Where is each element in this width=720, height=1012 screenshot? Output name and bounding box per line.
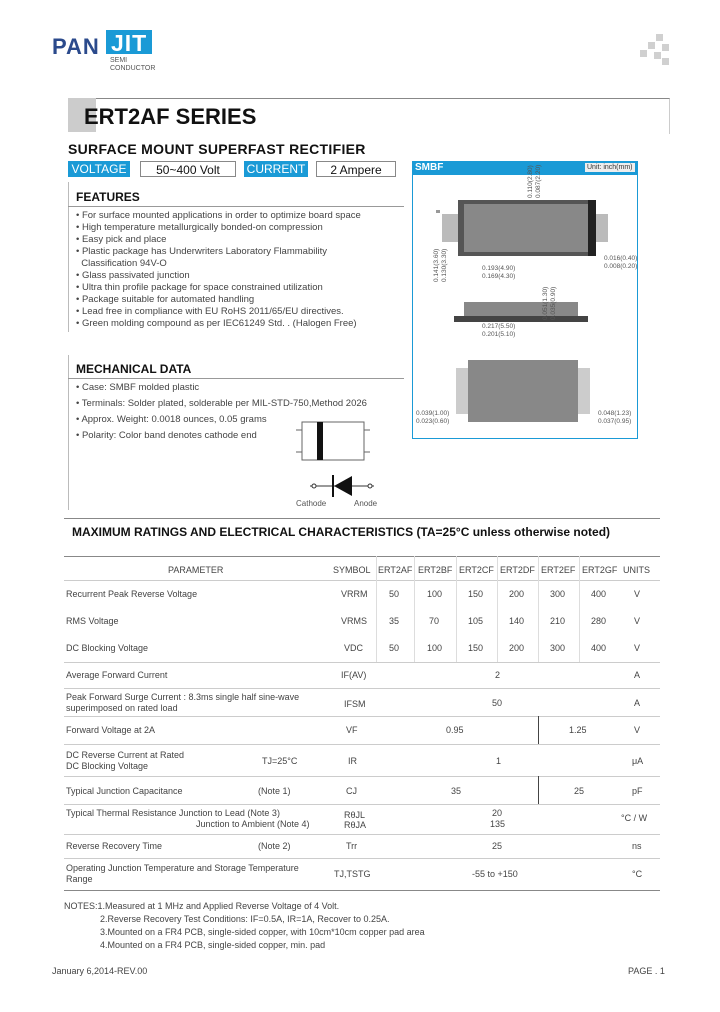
row-unit: V bbox=[634, 725, 641, 735]
row-symbol: VRRM bbox=[341, 589, 368, 599]
list-item: • Case: SMBF molded plastic bbox=[76, 382, 200, 393]
note: 3.Mounted on a FR4 PCB, single-sided copper, with 10cm*10cm copper pad area bbox=[100, 927, 425, 937]
row-value: -55 to +150 bbox=[472, 869, 518, 879]
row-value: 150 bbox=[468, 589, 484, 599]
brand-sub1: SEMI bbox=[110, 57, 128, 64]
list-item: • Package suitable for automated handling bbox=[76, 294, 255, 305]
package-unit: Unit: inch(mm) bbox=[587, 164, 633, 171]
dim-label: 0.141(3.60) bbox=[433, 248, 440, 282]
row-unit: μA bbox=[632, 756, 644, 766]
row-value: 25 bbox=[492, 841, 503, 851]
row-param: Range bbox=[66, 874, 93, 884]
table-col-rule bbox=[538, 716, 539, 744]
row-param: Forward Voltage at 2A bbox=[66, 725, 156, 735]
table-rule bbox=[64, 890, 660, 891]
row-param: DC Blocking Voltage bbox=[66, 761, 149, 771]
current-label: CURRENT bbox=[244, 161, 308, 177]
dim-label: 0.087(2.20) bbox=[535, 164, 542, 198]
table-rule bbox=[64, 580, 660, 581]
package-drawing bbox=[412, 176, 638, 438]
row-param: Typical Thermal Resistance Junction to Lead (Note 3) bbox=[66, 808, 280, 818]
table-rule bbox=[64, 804, 660, 805]
package-name: SMBF bbox=[415, 162, 444, 173]
row-symbol: VRMS bbox=[341, 616, 368, 626]
table-col-rule bbox=[497, 556, 498, 662]
row-value: 105 bbox=[468, 616, 484, 626]
header-part: ERT2AF bbox=[378, 565, 413, 575]
row-unit: V bbox=[634, 643, 641, 653]
row-condition: TJ=25°C bbox=[262, 756, 298, 766]
row-value: 35 bbox=[451, 786, 462, 796]
header-part: ERT2EF bbox=[541, 565, 576, 575]
dim-label: 0.039(1.00) bbox=[416, 410, 450, 417]
features-title: FEATURES bbox=[76, 190, 140, 204]
list-item: • High temperature metallurgically bonded-on compression bbox=[76, 222, 323, 233]
brand-logo-pan: PAN bbox=[52, 34, 100, 59]
list-item: • Green molding compound as per IEC61249 Std. . (Halogen Free) bbox=[76, 318, 357, 329]
row-unit: V bbox=[634, 616, 641, 626]
row-value: 200 bbox=[509, 643, 525, 653]
row-param: DC Reverse Current at Rated bbox=[66, 750, 185, 760]
list-item: • Terminals: Solder plated, solderable per MIL-STD-750,Method 2026 bbox=[76, 398, 367, 409]
row-symbol: VF bbox=[346, 725, 358, 735]
row-symbol: RθJA bbox=[344, 820, 367, 830]
dim-label: 0.201(5.10) bbox=[482, 331, 516, 338]
table-rule bbox=[64, 716, 660, 717]
row-symbol: CJ bbox=[346, 786, 357, 796]
table-col-rule bbox=[538, 556, 539, 662]
table-col-rule bbox=[579, 556, 580, 662]
list-item: • For surface mounted applications in order to optimize board space bbox=[76, 210, 361, 221]
footer-page: PAGE . 1 bbox=[628, 966, 665, 976]
table-rule bbox=[64, 556, 660, 557]
row-unit: pF bbox=[632, 786, 643, 796]
subtitle: SURFACE MOUNT SUPERFAST RECTIFIER bbox=[68, 141, 366, 157]
row-param: superimposed on rated load bbox=[66, 703, 178, 713]
dim-label: 0.023(0.60) bbox=[416, 418, 450, 425]
list-item: • Polarity: Color band denotes cathode end bbox=[76, 430, 257, 441]
list-item: • Glass passivated junction bbox=[76, 270, 190, 281]
row-unit: ns bbox=[632, 841, 642, 851]
row-param: Typical Junction Capacitance bbox=[66, 786, 183, 796]
ratings-title: MAXIMUM RATINGS AND ELECTRICAL CHARACTERISTICS (TA=25°C unless otherwise noted) bbox=[72, 525, 611, 539]
row-symbol: TJ,TSTG bbox=[334, 869, 371, 879]
dim-label: 0.051(1.30) bbox=[542, 286, 549, 320]
table-rule bbox=[64, 688, 660, 689]
header-part: ERT2BF bbox=[418, 565, 453, 575]
row-condition: (Note 1) bbox=[258, 786, 291, 796]
row-value: 300 bbox=[550, 589, 566, 599]
row-value: 140 bbox=[509, 616, 525, 626]
row-value: 400 bbox=[591, 643, 607, 653]
note: 4.Mounted on a FR4 PCB, single-sided copper, min. pad bbox=[100, 940, 326, 950]
page-title: ERT2AF SERIES bbox=[84, 104, 257, 129]
row-value: 400 bbox=[591, 589, 607, 599]
table-rule bbox=[64, 858, 660, 859]
dim-label: 0.048(1.23) bbox=[598, 410, 632, 417]
list-item: • Lead free in compliance with EU RoHS 2011/65/EU directives. bbox=[76, 306, 344, 317]
row-value: 50 bbox=[492, 698, 503, 708]
decor-squares-icon bbox=[640, 34, 670, 64]
mechanical-rule bbox=[68, 378, 404, 379]
row-param: Junction to Ambient (Note 4) bbox=[196, 819, 310, 829]
dim-label: 0.169(4.30) bbox=[482, 273, 516, 280]
mechanical-title: MECHANICAL DATA bbox=[76, 362, 192, 376]
row-value: 2 bbox=[495, 670, 501, 680]
row-symbol: IFSM bbox=[344, 699, 366, 709]
row-value: 50 bbox=[389, 643, 400, 653]
header-parameter: PARAMETER bbox=[168, 565, 224, 575]
row-symbol: Trr bbox=[346, 841, 358, 851]
row-unit: A bbox=[634, 670, 641, 680]
dim-label: 0.193(4.90) bbox=[482, 265, 516, 272]
brand-sub2: CONDUCTOR bbox=[110, 65, 156, 72]
row-symbol: RθJL bbox=[344, 810, 366, 820]
table-rule bbox=[64, 744, 660, 745]
footer-date: January 6,2014-REV.00 bbox=[52, 966, 148, 976]
row-value: 300 bbox=[550, 643, 566, 653]
row-value: 20 bbox=[492, 808, 503, 818]
table-rule bbox=[64, 776, 660, 777]
dim-label: 0.110(2.80) bbox=[527, 165, 534, 198]
row-value: 100 bbox=[427, 589, 443, 599]
row-condition: (Note 2) bbox=[258, 841, 291, 851]
row-value: 25 bbox=[574, 786, 585, 796]
row-param: Reverse Recovery Time bbox=[66, 841, 163, 851]
voltage-value: 50~400 Volt bbox=[140, 161, 236, 177]
header-part: ERT2DF bbox=[500, 565, 535, 575]
table-rule bbox=[64, 834, 660, 835]
row-unit: °C / W bbox=[621, 813, 648, 823]
list-item: Classification 94V-O bbox=[76, 258, 167, 269]
row-param: Recurrent Peak Reverse Voltage bbox=[66, 589, 198, 599]
row-value: 200 bbox=[509, 589, 525, 599]
row-param: DC Blocking Voltage bbox=[66, 643, 149, 653]
row-unit: °C bbox=[632, 869, 643, 879]
row-value: 135 bbox=[490, 819, 506, 829]
dim-label: 0.217(5.50) bbox=[482, 323, 516, 330]
row-value: 1 bbox=[496, 756, 502, 766]
dim-label: 0.035(0.90) bbox=[550, 286, 557, 320]
row-param: Peak Forward Surge Current : 8.3ms single half sine-wave bbox=[66, 692, 300, 702]
voltage-label: VOLTAGE bbox=[68, 161, 130, 177]
current-value: 2 Ampere bbox=[316, 161, 396, 177]
row-symbol: VDC bbox=[344, 643, 364, 653]
ratings-top-rule bbox=[64, 518, 660, 519]
cathode-label: Cathode bbox=[296, 499, 327, 508]
dim-label: 0.130(3.30) bbox=[441, 248, 448, 282]
list-item: • Ultra thin profile package for space constrained utilization bbox=[76, 282, 323, 293]
dim-label: 0.008(0.20) bbox=[604, 263, 638, 270]
list-item: • Approx. Weight: 0.0018 ounces, 0.05 grams bbox=[76, 414, 267, 425]
row-param: Average Forward Current bbox=[66, 670, 168, 680]
row-value: 0.95 bbox=[446, 725, 464, 735]
features-rule bbox=[68, 206, 404, 207]
polarity-diagram bbox=[290, 418, 400, 508]
table-col-rule bbox=[538, 776, 539, 804]
table-col-rule bbox=[376, 556, 377, 662]
table-col-rule bbox=[414, 556, 415, 662]
note: 2.Reverse Recovery Test Conditions: IF=0.5A, IR=1A, Recover to 0.25A. bbox=[100, 914, 390, 924]
row-value: 150 bbox=[468, 643, 484, 653]
list-item: • Plastic package has Underwriters Laboratory Flammability bbox=[76, 246, 327, 257]
row-value: 1.25 bbox=[569, 725, 587, 735]
row-param: RMS Voltage bbox=[66, 616, 119, 626]
header-part: ERT2GF bbox=[582, 565, 618, 575]
row-value: 70 bbox=[429, 616, 440, 626]
row-param: Operating Junction Temperature and Storage Temperature bbox=[66, 863, 299, 873]
header-part: ERT2CF bbox=[459, 565, 494, 575]
header-symbol: SYMBOL bbox=[333, 565, 371, 575]
dim-label: 0.037(0.95) bbox=[598, 418, 632, 425]
list-item: • Easy pick and place bbox=[76, 234, 167, 245]
row-value: 280 bbox=[591, 616, 607, 626]
features-list bbox=[76, 210, 361, 330]
row-value: 100 bbox=[427, 643, 443, 653]
table-rule bbox=[64, 662, 660, 663]
dim-label: 0.016(0.40) bbox=[604, 255, 638, 262]
note: NOTES:1.Measured at 1 MHz and Applied Reverse Voltage of 4 Volt. bbox=[64, 901, 340, 911]
table-col-rule bbox=[456, 556, 457, 662]
brand-logo-jit: JIT bbox=[106, 30, 152, 54]
anode-label: Anode bbox=[354, 499, 378, 508]
row-value: 210 bbox=[550, 616, 566, 626]
row-symbol: IF(AV) bbox=[341, 670, 367, 680]
row-unit: V bbox=[634, 589, 641, 599]
row-symbol: IR bbox=[348, 756, 357, 766]
row-unit: A bbox=[634, 698, 641, 708]
row-value: 50 bbox=[389, 589, 400, 599]
header-units: UNITS bbox=[623, 565, 650, 575]
row-value: 35 bbox=[389, 616, 400, 626]
